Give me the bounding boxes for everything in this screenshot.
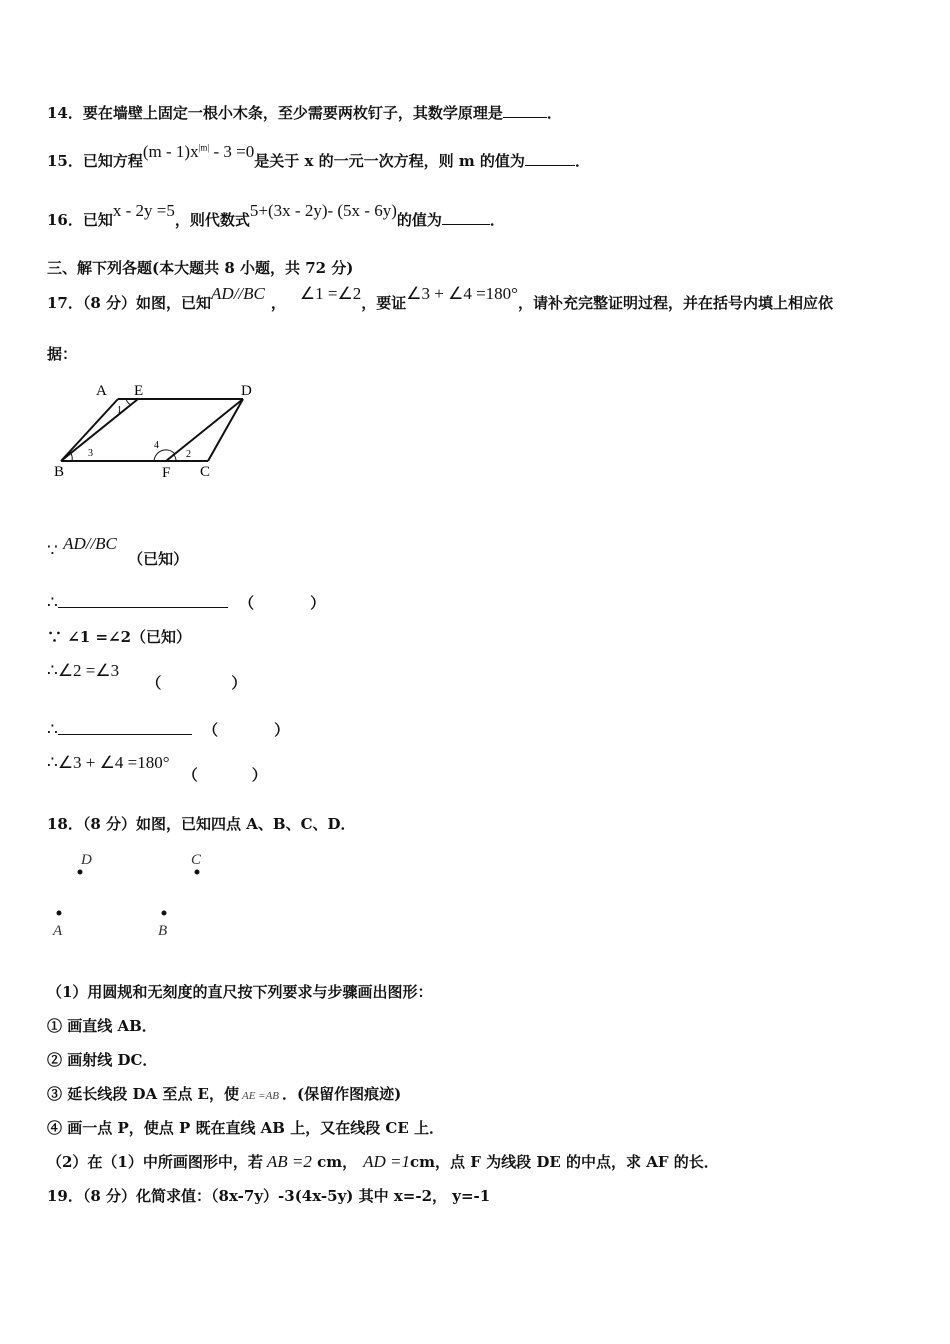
q17-given-parallel: AD//BC bbox=[211, 284, 265, 303]
point-label-D: D bbox=[81, 852, 92, 868]
q15-post: 是关于 x 的一元一次方程，则 m 的值为 bbox=[254, 152, 525, 170]
proof-4-math: ∴∠2 =∠3 bbox=[47, 661, 120, 680]
point-label-C: C bbox=[191, 852, 202, 868]
question-15 bbox=[47, 142, 590, 171]
q18-step3-b: ．(保留作图痕迹) bbox=[282, 1085, 402, 1103]
proof-2-paren-open: （ bbox=[239, 594, 255, 612]
q19-number: 19． bbox=[47, 1187, 83, 1205]
proof-5-blank[interactable] bbox=[58, 734, 192, 735]
proof-4-paren-open: （ bbox=[146, 674, 162, 692]
q15-answer-blank[interactable] bbox=[525, 165, 575, 166]
label-angle-3: 3 bbox=[88, 448, 93, 459]
q17-goal: ∠3 + ∠4 =180° bbox=[406, 284, 518, 303]
label-A: A bbox=[96, 383, 107, 399]
proof-line-6 bbox=[47, 752, 267, 784]
label-angle-1: 1 bbox=[117, 405, 122, 416]
label-E: E bbox=[134, 383, 144, 399]
proof-line-3 bbox=[47, 626, 191, 647]
segment-cd bbox=[208, 399, 243, 461]
q14-text: 要在墙壁上固定一根小木条，至少需要两枚钉子，其数学原理是 bbox=[82, 104, 503, 122]
label-B: B bbox=[54, 464, 65, 480]
proof-6-math: ∴∠3 + ∠4 =180° bbox=[47, 753, 170, 772]
section-3-heading: 三、解下列各题(本大题共 8 小题，共 72 分) bbox=[47, 259, 354, 277]
q18-number: 18． bbox=[47, 815, 83, 833]
proof-1-reason: （已知） bbox=[128, 550, 189, 568]
proof-6-paren-open: （ bbox=[182, 766, 198, 784]
proof-6-paren-close: ） bbox=[251, 766, 267, 784]
question-18 bbox=[47, 813, 356, 834]
q18-step3-a: ③ 延长线段 DA 至点 E，使 bbox=[47, 1085, 239, 1103]
q14-end: ． bbox=[546, 104, 562, 122]
q17-parallelogram-figure bbox=[48, 378, 268, 483]
label-angle-2: 2 bbox=[186, 449, 191, 460]
q18-step3 bbox=[47, 1083, 401, 1104]
proof-4-paren-close: ） bbox=[231, 674, 247, 692]
q16-answer-blank[interactable] bbox=[442, 224, 490, 225]
proof-line-5 bbox=[47, 719, 289, 740]
therefore-symbol: ∴ bbox=[47, 593, 58, 612]
proof-line-1 bbox=[47, 534, 189, 568]
since-symbol: ∵ bbox=[47, 541, 58, 560]
q19-text: （8 分）化简求值：（8x-7y）-3(4x-5y) 其中 x=-2， y=-1 bbox=[82, 1187, 491, 1205]
q18-part2-a: （2）在（1）中所画图形中，若 bbox=[47, 1153, 263, 1171]
q18-points-figure bbox=[45, 845, 235, 945]
q17-sep1: ， bbox=[270, 294, 286, 312]
proof-2-blank[interactable] bbox=[58, 607, 228, 608]
q14-answer-blank[interactable] bbox=[503, 117, 547, 118]
proof-5-paren-close: ） bbox=[274, 721, 290, 739]
label-C: C bbox=[200, 464, 211, 480]
q17-post2: 据： bbox=[47, 345, 78, 363]
proof-3-text: ∵ ∠1 =∠2（已知） bbox=[47, 628, 192, 646]
q16-post: 的值为 bbox=[396, 211, 442, 229]
point-label-A: A bbox=[53, 923, 63, 939]
q17-number: 17． bbox=[47, 294, 83, 312]
q17-sep2: ，要证 bbox=[361, 294, 407, 312]
point-B bbox=[162, 911, 167, 916]
q17-post: ，请补充完整证明过程，并在括号内填上相应依 bbox=[517, 294, 833, 312]
q18-text: （8 分）如图，已知四点 A、B、C、D． bbox=[82, 815, 356, 833]
q14-number: 14． bbox=[47, 104, 83, 122]
segment-fd bbox=[166, 399, 243, 461]
q18-step3-math: AE =AB bbox=[241, 1090, 280, 1102]
q16-pre: 已知 bbox=[82, 211, 113, 229]
q16-condition: x - 2y =5 bbox=[112, 201, 175, 220]
proof-2-paren-close: ） bbox=[310, 594, 326, 612]
q15-equation: $(m - 1)x^{|m|} - 3 =0$ bbox=[142, 142, 255, 161]
q18-part2-m2: AD =1 bbox=[363, 1152, 411, 1171]
label-angle-4: 4 bbox=[154, 440, 159, 451]
point-label-B: B bbox=[158, 923, 168, 939]
q18-step1: ① 画直线 AB． bbox=[47, 1017, 157, 1035]
q17-given-angles: ∠1 =∠2 bbox=[299, 284, 362, 303]
q15-pre: 已知方程 bbox=[82, 152, 143, 170]
label-F: F bbox=[162, 465, 171, 481]
q18-part2 bbox=[47, 1151, 719, 1172]
q16-end: ． bbox=[489, 211, 505, 229]
q16-mid: ，则代数式 bbox=[174, 211, 250, 229]
q18-step2: ② 画射线 DC． bbox=[47, 1051, 158, 1069]
q16-expression: 5+(3x - 2y)- (5x - 6y) bbox=[249, 201, 397, 220]
segment-be bbox=[61, 399, 138, 461]
q18-part2-c: cm，点 F 为线段 DE 的中点，求 AF 的长． bbox=[410, 1153, 719, 1171]
proof-5-paren-open: （ bbox=[203, 721, 219, 739]
q17-pre: （8 分）如图，已知 bbox=[82, 294, 212, 312]
proof-line-4 bbox=[47, 660, 247, 692]
q18-part2-m1: AB =2 bbox=[266, 1152, 312, 1171]
q18-step4: ④ 画一点 P，使点 P 既在直线 AB 上，又在线段 CE 上． bbox=[47, 1119, 445, 1137]
label-D: D bbox=[241, 383, 252, 399]
q18-part1: （1）用圆规和无刻度的直尺按下列要求与步骤画出图形： bbox=[47, 983, 433, 1001]
question-19 bbox=[47, 1185, 490, 1206]
question-17 bbox=[47, 284, 833, 313]
therefore-symbol-2: ∴ bbox=[47, 720, 58, 739]
point-A bbox=[57, 911, 62, 916]
question-14 bbox=[47, 102, 562, 123]
q16-number: 16． bbox=[47, 211, 83, 229]
point-C bbox=[195, 870, 200, 875]
proof-line-2 bbox=[47, 592, 325, 613]
question-16 bbox=[47, 201, 505, 230]
q18-part2-b: cm， bbox=[311, 1153, 358, 1171]
q15-number: 15． bbox=[47, 152, 83, 170]
point-D bbox=[78, 870, 83, 875]
proof-1-math: AD//BC bbox=[63, 534, 117, 553]
q15-end: ． bbox=[574, 152, 590, 170]
